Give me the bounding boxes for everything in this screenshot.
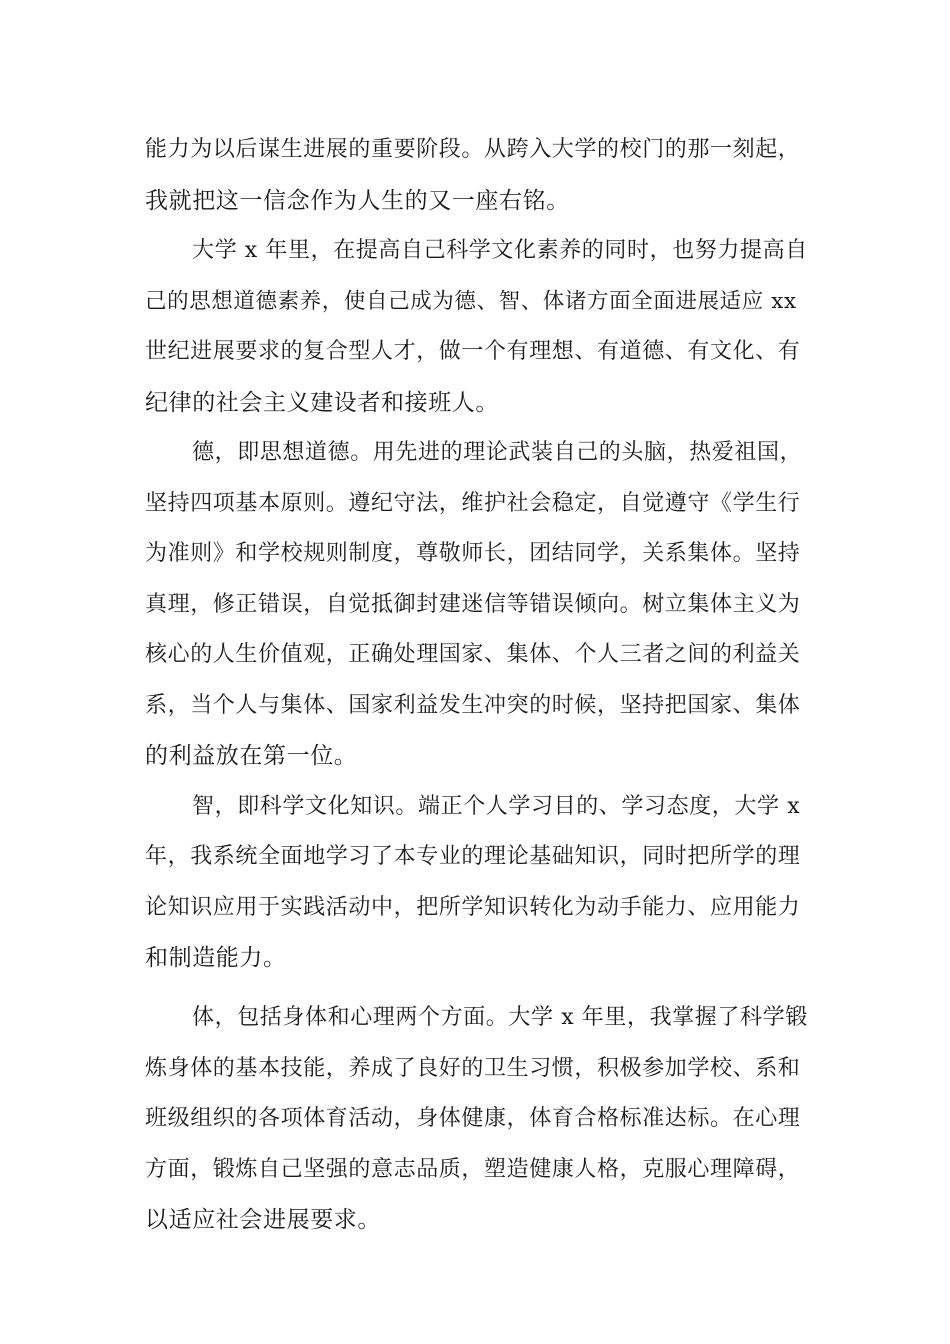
text-line: 炼身体的基本技能，养成了良好的卫生习惯，积极参加学校、系和 (145, 1056, 801, 1081)
text-line: 世纪进展要求的复合型人才，做一个有理想、有道德、有文化、有 (145, 339, 801, 364)
text-line: 纪律的社会主义建设者和接班人。 (145, 390, 499, 416)
text-line: 和制造能力。 (145, 945, 287, 971)
text-line: 年，我系统全面地学习了本专业的理论基础知识，同时把所学的理 (145, 844, 801, 869)
text-line: 大学 x 年里，在提高自己科学文化素养的同时，也努力提高自 (192, 238, 808, 263)
text-line: 的利益放在第一位。 (145, 743, 358, 769)
text-line: 己的思想道德素养，使自己成为德、智、体诸方面全面进展适应 xx (145, 289, 797, 314)
text-line: 方面，锻炼自己坚强的意志品质，塑造健康人格，克服心理障碍， (145, 1157, 801, 1182)
text-line: 系，当个人与集体、国家利益发生冲突的时候，坚持把国家、集体 (145, 693, 801, 718)
text-line: 能力为以后谋生进展的重要阶段。从跨入大学的校门的那一刻起， (145, 137, 801, 162)
text-line: 真理，修正错误，自觉抵御封建迷信等错误倾向。树立集体主义为 (145, 592, 801, 617)
text-line: 体，包括身体和心理两个方面。大学 x 年里，我掌握了科学锻 (192, 1005, 808, 1030)
text-line: 为准则》和学校规则制度，尊敬师长，团结同学，关系集体。坚持 (145, 541, 801, 566)
text-line: 核心的人生价值观，正确处理国家、集体、个人三者之间的利益关 (145, 642, 801, 667)
text-line: 坚持四项基本原则。遵纪守法，维护社会稳定，自觉遵守《学生行 (145, 491, 801, 516)
text-line: 论知识应用于实践活动中，把所学知识转化为动手能力、应用能力 (145, 895, 801, 920)
text-line: 德，即思想道德。用先进的理论武装自己的头脑，热爱祖国， (192, 440, 803, 465)
text-line: 班级组织的各项体育活动，身体健康，体育合格标准达标。在心理 (145, 1106, 801, 1131)
text-line: 以适应社会进展要求。 (145, 1207, 381, 1233)
text-line: 智，即科学文化知识。端正个人学习目的、学习态度，大学 x (192, 794, 801, 819)
text-line: 我就把这一信念作为人生的又一座右铭。 (145, 188, 570, 214)
